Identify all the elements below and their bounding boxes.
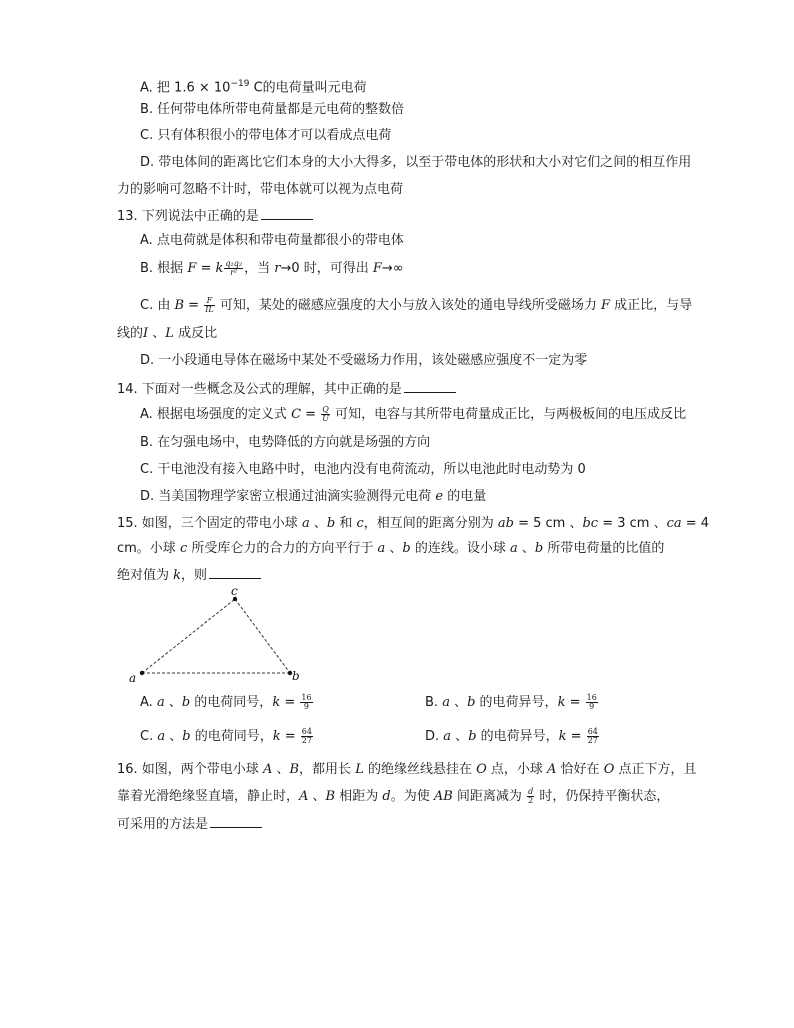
fraction-16-9: $\frac{16}{9}$ [586,693,597,711]
side-ca [142,599,235,673]
q15-option-c: C. a 、b 的电荷同号，k = $\frac{64}{27}$ [140,727,312,745]
label-b: b [292,669,300,683]
q12-option-d-line1: D. 带电体间的距离比它们本身的大小大得多，以至于带电体的形状和大小对它们之间的相互作用 [140,155,692,170]
q13-option-d: D. 一小段通电导体在磁场中某处不受磁场力作用，该处磁感应强度不一定为零 [140,353,588,368]
fraction-64-27: $\frac{64}{27}$ [301,727,312,745]
q16-stem-line3: 可采用的方法是 [117,815,262,834]
magnetic-fraction: $\frac{F}{IL}$ [205,296,214,314]
answer-blank [210,815,262,828]
answer-blank [404,380,456,393]
q15-stem-line1: 15. 如图，三个固定的带电小球 a 、b 和 c，相互间的距离分别为 ab = 5 cm 、bc = 3 cm 、ca = 4 [117,516,710,531]
q14-stem: 14. 下面对一些概念及公式的理解，其中正确的是 [117,380,456,399]
q12-option-b: B. 任何带电体所带电荷量都是元电荷的整数倍 [140,102,405,117]
q14-option-b: B. 在匀强电场中，电势降低的方向就是场强的方向 [140,435,431,450]
q15-stem-line2: cm。小球 c 所受库仑力的合力的方向平行于 a 、b 的连线。设小球 a 、b 所带电荷量的比值的 [117,541,665,556]
q13-stem: 13. 下列说法中正确的是 [117,207,313,226]
q14-option-c: C. 干电池没有接入电路中时，电池内没有电荷流动，所以电池此时电动势为 0 [140,462,586,477]
q15-stem-line3: 绝对值为 k，则 [117,566,261,585]
q12-option-c: C. 只有体积很小的带电体才可以看成点电荷 [140,128,392,143]
fraction-d-2: $\frac{d}{2}$ [528,787,534,805]
q13-option-b: B. 根据 F = k $\frac{\text{q₁q₂}}{\text{r²}}$ ，当 r→0 时，可得出 F→∞ [140,259,404,277]
q16-stem-line2: 靠着光滑绝缘竖直墙，静止时，A 、B 相距为 d。为使 AB 间距离减为 $\frac{d}{2}$ 时，仍保持平衡状态， [117,787,670,805]
label-a: a [129,671,137,685]
answer-blank [209,566,261,579]
q13-option-a: A. 点电荷就是体积和带电荷量都很小的带电体 [140,233,404,248]
fraction-64-27: $\frac{64}{27}$ [587,727,598,745]
triangle-figure [125,585,315,685]
q15-option-a: A. a 、b 的电荷同号，k = $\frac{16}{9}$ [140,693,312,711]
point-a [140,671,144,675]
label-c: c [231,585,238,598]
q15-option-b: B. a 、b 的电荷异号，k = $\frac{16}{9}$ [425,693,597,711]
q13-option-c-line1: C. 由 B = $\frac{F}{IL}$ 可知，某处的磁感应强度的大小与放入该处的通电导线所受磁场力 F 成正比，与导 [140,296,693,314]
q15-option-d: D. a 、b 的电荷异号，k = $\frac{64}{27}$ [425,727,598,745]
capacitance-fraction: $\frac{Q}{U}$ [322,405,329,423]
fraction-16-9: $\frac{16}{9}$ [301,693,312,711]
q14-option-a: A. 根据电场强度的定义式 C = $\frac{Q}{U}$ 可知，电容与其所带电荷量成正比，与两极板间的电压成反比 [140,405,687,423]
coulomb-fraction: $\frac{\text{q₁q₂}}{\text{r²}}$ [225,259,243,277]
q13-option-c-line2: 线的I 、L 成反比 [117,326,218,341]
answer-blank [261,207,313,220]
q16-stem-line1: 16. 如图，两个带电小球 A 、B，都用长 L 的绝缘丝线悬挂在 O 点，小球 A 恰好在 O 点正下方，且 [117,762,697,777]
side-bc [235,599,290,673]
q14-option-d: D. 当美国物理学家密立根通过油滴实验测得元电荷 e 的电量 [140,489,487,504]
q12-option-a: A. 把 $1.6 \times 10^{-19}$ C的电荷量叫元电荷 [140,79,367,96]
q12-option-d-line2: 力的影响可忽略不计时，带电体就可以视为点电荷 [117,182,404,197]
